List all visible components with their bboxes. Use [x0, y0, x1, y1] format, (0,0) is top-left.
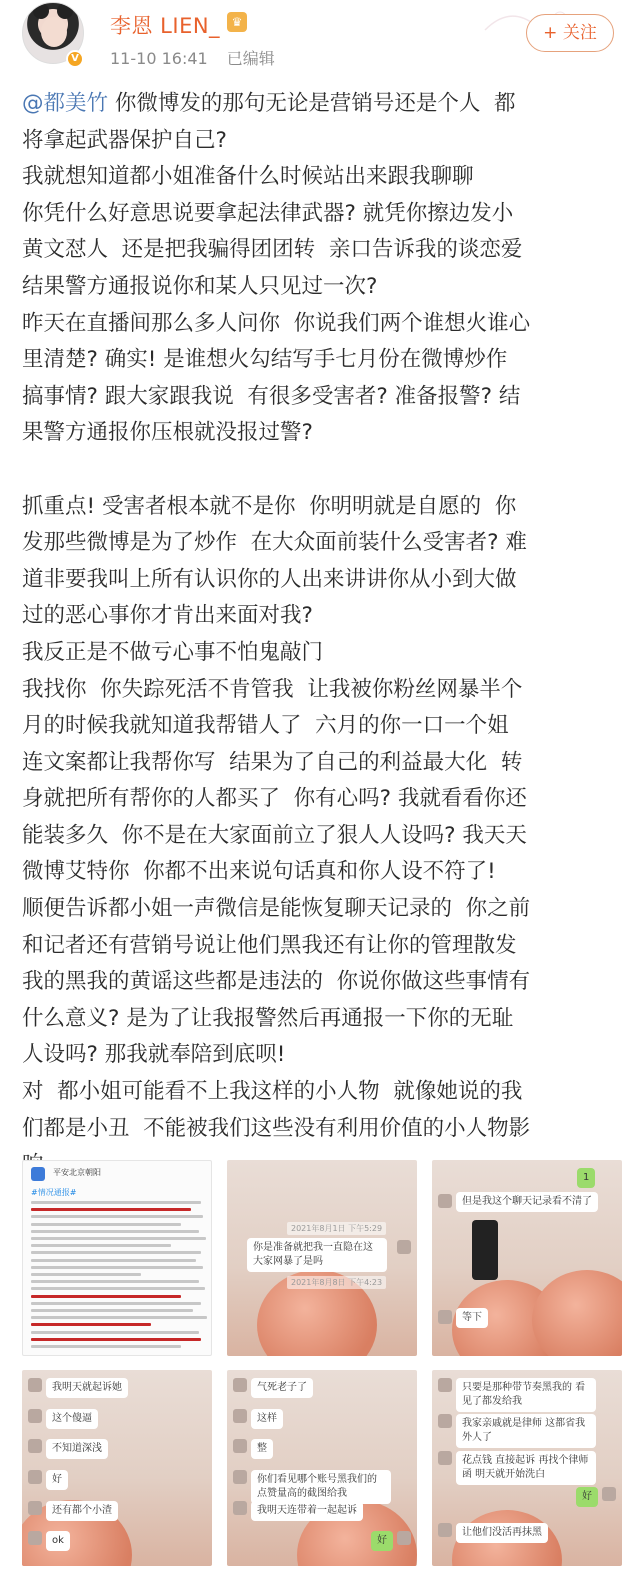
- doc-text-line: [31, 1331, 199, 1334]
- post-line: [22, 232, 622, 269]
- doc-text-line: [31, 1266, 203, 1269]
- post-line-text: 微博艾特你 你都不出来说句话真和你人设不符了!: [22, 859, 496, 885]
- chat-bubble: 你是准备就把我一直隐在这大家网暴了是吗: [247, 1238, 387, 1272]
- chat-time: 2021年8月8日 下午4:23: [287, 1276, 386, 1289]
- image-police-notice[interactable]: [22, 1160, 212, 1356]
- chat-avatar: [397, 1531, 411, 1545]
- doc-text-line: [31, 1280, 199, 1283]
- post-line-text: 过的恶心事你才肯出来面对我?: [22, 603, 313, 629]
- post-timestamp: 11-10 16:41: [110, 49, 208, 68]
- chat-bubble: 好: [46, 1470, 68, 1490]
- mention-link[interactable]: @都美竹: [22, 91, 109, 116]
- chat-avatar: [438, 1451, 452, 1465]
- post-line: [22, 196, 622, 233]
- chat-bubble: 这个傻逼: [46, 1409, 98, 1429]
- chat-bubble: 不知道深浅: [46, 1439, 108, 1459]
- screenshot-thumbnail: [472, 1220, 498, 1280]
- image-chat-2[interactable]: [432, 1160, 622, 1356]
- post-line: [22, 269, 622, 306]
- image-chat-4[interactable]: [227, 1370, 417, 1566]
- doc-text-line: [31, 1273, 141, 1276]
- post-line-text: 我的黑我的黄谣这些都是违法的 你说你做这些事情有: [22, 969, 531, 995]
- post-line: [22, 562, 622, 599]
- chat-bubble: 我明天连带着一起起诉: [251, 1501, 363, 1521]
- post-line: [22, 635, 622, 672]
- post-line: [22, 928, 622, 965]
- doc-text-line: [31, 1302, 201, 1305]
- chat-bubble-me: 好: [576, 1487, 598, 1507]
- post-line-text: 黄文怼人 还是把我骗得团团转 亲口告诉我的谈恋爱: [22, 237, 523, 263]
- post-line: [22, 1074, 622, 1111]
- chat-bubble: 只要是那种带节奏黑我的 看见了都发给我: [456, 1378, 596, 1412]
- post-line: [22, 818, 622, 855]
- post-line: [22, 159, 622, 196]
- doc-text-line: [31, 1251, 201, 1254]
- chat-bubble: 整: [251, 1439, 273, 1459]
- doc-text-line: [31, 1295, 181, 1298]
- post-line-text: 将拿起武器保护自己?: [22, 127, 227, 153]
- avatar-ear-right: [57, 3, 73, 19]
- chat-bubble: ok: [46, 1531, 70, 1551]
- chat-avatar: [438, 1378, 452, 1392]
- post-line-text: 发那些微博是为了炒作 在大众面前装什么受害者? 难: [22, 530, 527, 556]
- post-line-text: 们都是小丑 不能被我们这些没有利用价值的小人物影: [22, 1115, 531, 1141]
- chat-avatar: [397, 1240, 411, 1254]
- post-line-text: 能装多久 你不是在大家面前立了狠人人设吗? 我天天: [22, 822, 527, 848]
- doc-text-line: [31, 1244, 171, 1247]
- avatar-ear-left: [33, 3, 49, 19]
- chat-bubble: 还有都个小渣: [46, 1501, 118, 1521]
- post-line: [22, 598, 622, 635]
- image-grid: [22, 1160, 622, 1580]
- chat-avatar: [438, 1310, 452, 1324]
- post-line: [22, 415, 622, 452]
- post-line: [22, 489, 622, 526]
- chat-avatar: [28, 1378, 42, 1392]
- post-line: [22, 745, 622, 782]
- post-line-text: 连文案都让我帮你写 结果为了自己的利益最大化 转: [22, 749, 523, 775]
- image-chat-1[interactable]: [227, 1160, 417, 1356]
- doc-text-line: [31, 1309, 193, 1312]
- chat-avatar: [438, 1414, 452, 1428]
- post-line: [22, 86, 622, 123]
- post-meta: [110, 46, 289, 69]
- doc-tag: #情况通报#: [31, 1188, 77, 1197]
- post-line-text: 身就把所有帮你的人都买了 你有心吗? 我就看看你还: [22, 786, 527, 812]
- post-line-text: 里清楚? 确实! 是谁想火勾结写手七月份在微博炒作: [22, 347, 508, 373]
- chat-avatar: [28, 1531, 42, 1545]
- chat-bubble: 我明天就起诉她: [46, 1378, 128, 1398]
- chat-avatar: [233, 1501, 247, 1515]
- post-line-text: 月的时候我就知道我帮错人了 六月的你一口一个姐: [22, 713, 509, 739]
- post-line-text: 和记者还有营销号说让他们黑我还有让你的管理散发: [22, 932, 517, 958]
- doc-text-line: [31, 1208, 191, 1211]
- chat-avatar: [28, 1470, 42, 1484]
- follow-button[interactable]: + 关注: [526, 14, 614, 52]
- chat-avatar: [233, 1409, 247, 1423]
- post-line: [22, 708, 622, 745]
- doc-text-line: [31, 1323, 151, 1326]
- post-line: [22, 306, 622, 343]
- chat-bubble-me: 好: [371, 1531, 393, 1551]
- chat-bubble: 你们看见哪个账号黑我们的 点赞量高的截图给我: [251, 1470, 391, 1504]
- chat-bubble: 这样: [251, 1409, 283, 1429]
- member-level-icon: ♛: [227, 12, 247, 32]
- post-line-text: 结果警方通报说你和某人只见过一次?: [22, 273, 378, 299]
- chat-bubble: 让他们没活再抹黑: [456, 1523, 548, 1543]
- doc-text-line: [31, 1259, 196, 1262]
- post-line-text: 什么意义? 是为了让我报警然后再通报一下你的无耻: [22, 1005, 514, 1031]
- chat-bubble: 我家亲戚就是律师 这都省我外人了: [456, 1414, 596, 1448]
- post-line-text: 我反正是不做亏心事不怕鬼敲门: [22, 639, 324, 665]
- post-line: [22, 1111, 622, 1148]
- post-line-text: 搞事情? 跟大家跟我说 有很多受害者? 准备报警? 结: [22, 383, 521, 409]
- post-line-text: 昨天在直播间那么多人问你 你说我们两个谁想火谁心: [22, 310, 531, 336]
- post-line-text: 对 都小姐可能看不上我这样的小人物 就像她说的我: [22, 1079, 523, 1105]
- doc-text-line: [31, 1316, 207, 1319]
- post-line-text: 道非要我叫上所有认识你的人出来讲讲你从小到大做: [22, 566, 517, 592]
- avatar-face: [41, 17, 67, 47]
- chat-bubble: 气死老子了: [251, 1378, 313, 1398]
- post-header: [0, 0, 641, 84]
- chat-avatar: [28, 1439, 42, 1453]
- post-line: [22, 525, 622, 562]
- post-line: [22, 123, 622, 160]
- post-line: [22, 379, 622, 416]
- doc-text-line: [31, 1338, 201, 1341]
- chat-avatar: [233, 1378, 247, 1392]
- post-line-text: 抓重点! 受害者根本就不是你 你明明就是自愿的 你: [22, 493, 517, 519]
- post-line: [22, 342, 622, 379]
- post-line-text: 你微博发的那句无论是营销号还是个人 都: [108, 91, 516, 116]
- doc-text-line: [31, 1201, 201, 1204]
- post-line-text: 人设吗? 那我就奉陪到底呗!: [22, 1042, 286, 1068]
- chat-bubble: 但是我这个聊天记录看不清了: [456, 1192, 598, 1212]
- verified-badge-icon: V: [66, 50, 84, 68]
- police-logo-icon: [31, 1167, 45, 1181]
- chat-avatar: [602, 1487, 616, 1501]
- post-line: [22, 964, 622, 1001]
- chat-avatar: [28, 1409, 42, 1423]
- post-line: [22, 781, 622, 818]
- post-line-text: 你凭什么好意思说要拿起法律武器? 就凭你擦边发小: [22, 200, 514, 226]
- doc-text-line: [31, 1223, 181, 1226]
- post-line-text: 果警方通报你压根就没报过警?: [22, 420, 313, 446]
- post-line: [22, 854, 622, 891]
- post-line: [22, 891, 622, 928]
- paragraph-break: [22, 452, 622, 489]
- post-body: [22, 86, 622, 1184]
- doc-title: 平安北京朝阳: [53, 1168, 101, 1177]
- doc-text-line: [31, 1215, 203, 1218]
- chat-bubble-me: 1: [577, 1168, 595, 1188]
- post-line-text: 我就想知道都小姐准备什么时候站出来跟我聊聊: [22, 164, 474, 190]
- doc-text-line: [31, 1345, 181, 1348]
- doc-text-line: [31, 1237, 206, 1240]
- chat-time: 2021年8月1日 下午5:29: [287, 1222, 386, 1235]
- doc-text-line: [31, 1287, 205, 1290]
- chat-avatar: [438, 1194, 452, 1208]
- post-line-text: 我找你 你失踪死活不肯管我 让我被你粉丝网暴半个: [22, 676, 523, 702]
- image-chat-3[interactable]: [22, 1370, 212, 1566]
- image-chat-5[interactable]: [432, 1370, 622, 1566]
- chat-avatar: [28, 1501, 42, 1515]
- chat-avatar: [233, 1439, 247, 1453]
- post-line: [22, 672, 622, 709]
- post-line-text: 顺便告诉都小姐一声微信是能恢复聊天记录的 你之前: [22, 896, 531, 922]
- post-line: [22, 1001, 622, 1038]
- post-line: [22, 1037, 622, 1074]
- chat-avatar: [233, 1470, 247, 1484]
- doc-text-line: [31, 1230, 199, 1233]
- chat-avatar: [438, 1523, 452, 1537]
- username[interactable]: 李恩 LIEN_: [110, 14, 221, 38]
- peach-image: [532, 1270, 622, 1356]
- edited-label: 已编辑: [226, 49, 275, 68]
- chat-bubble: 等下: [456, 1308, 488, 1328]
- chat-bubble: 花点钱 直接起诉 再找个律师函 明天就开始洗白: [456, 1451, 596, 1485]
